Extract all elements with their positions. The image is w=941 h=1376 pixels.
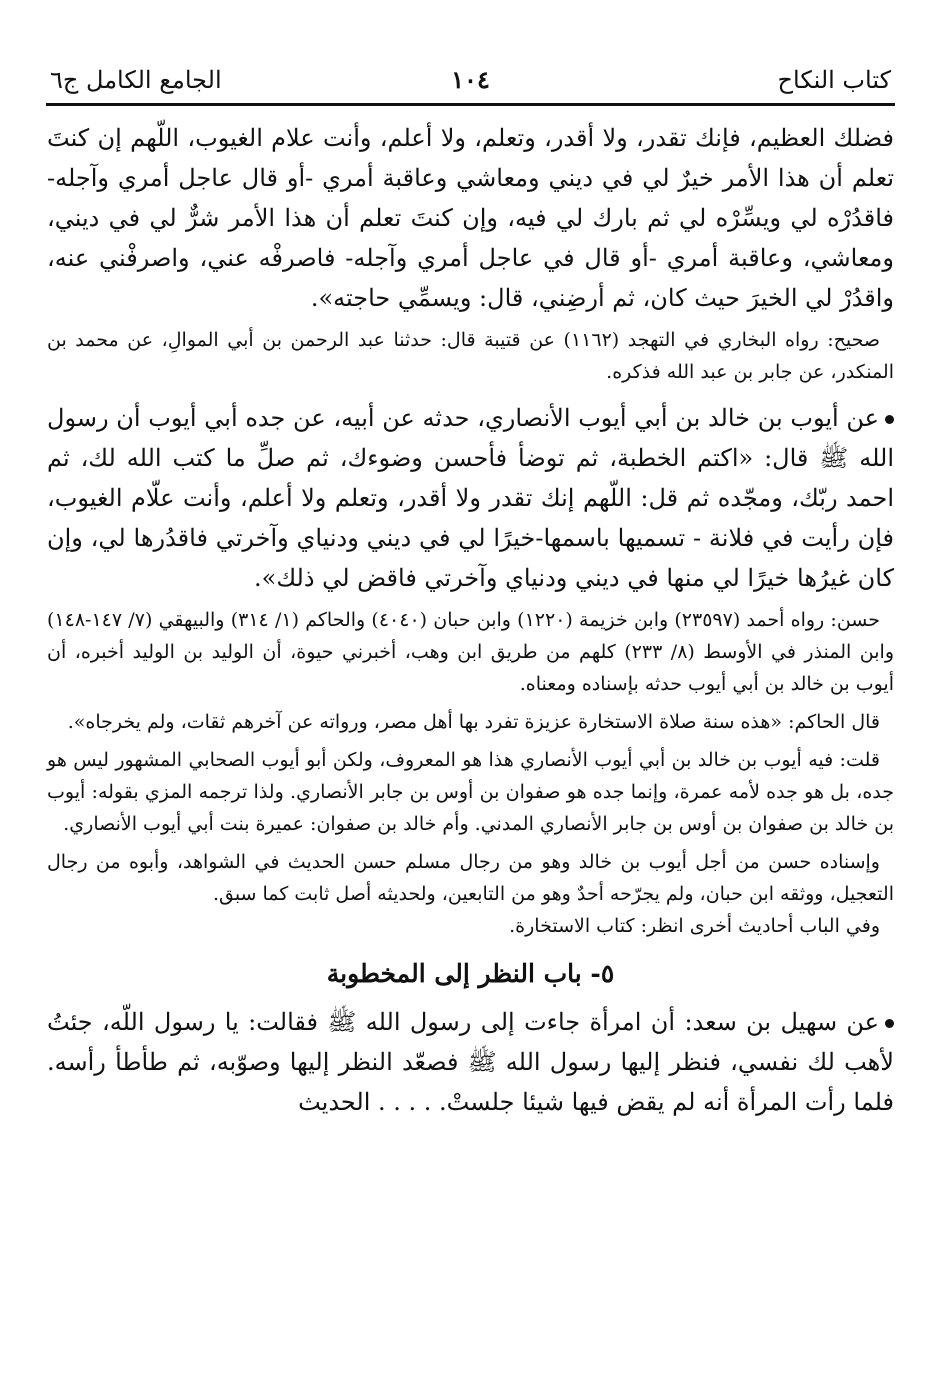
hadith-paragraph-ayyub [47,398,894,598]
cross-reference-note: وفي الباب أحاديث أخرى انظر: كتاب الاستخارة. [509,915,880,937]
hadith-text-ayyub: عن أيوب بن خالد بن أبي أيوب الأنصاري، حدثه عن أبيه، عن جده أبي أيوب أن رسول الله ﷺ قال: «اكتم الخطبة، ثم توضأ فأحسن وضوءك، ثم صلِّ ما كتب الله لك، ثم احمد ربّك، ومجّده ثم قل: اللّهم إنك تقدر ولا أقدر، وتعلم ولا أعلم، وأنت علّام الغيوب، فإن رأيت في فلانة - تسميها باسمها-خيرًا لي في ديني ودنياي وآخرتي فاقدُرها لي، وإن كان غيرُها خيرًا لي منها في ديني ودنياي وآخرتي فاقض لي ذلك». [47,404,894,592]
takhrij-note-1: صحيح: رواه البخاري في التهجد (١١٦٢) عن قتيبة قال: حدثنا عبد الرحمن بن أبي الموالِ، عن محمد بن المنكدر، عن جابر بن عبد الله فذكره. [47,329,894,383]
isnad-grading-note: وإسناده حسن من أجل أيوب بن خالد وهو من رجال مسلم حسن الحديث في الشواهد، وأبوه من رجال التعجيل، ووثقه ابن حبان، ولم يجرّحه أحدٌ وهو من التابعين، ولحديثه أصل ثابت كما سبق. [47,851,894,905]
author-comment-note: قلت: فيه أيوب بن خالد بن أبي أيوب الأنصاري هذا هو المعروف، ولكن أبو أيوب الصحابي المشهور ليس هو جده، بل هو جده لأمه عمرة، وإنما جده هو صفوان بن أوس بن جابر الأنصاري. ولذا ترجمه المزي بقوله: أيوب بن خالد بن صفوان بن أوس بن جابر الأنصاري المدني. وأم خالد بن صفوان: عميرة بنت أبي أيوب الأنصاري. [47,749,894,835]
hakim-quote-note: قال الحاكم: «هذه سنة صلاة الاستخارة عزيزة تفرد بها أهل مصر، ورواته عن آخرهم ثقات، ولم يخرجاه». [67,711,880,733]
bullet-icon [885,1019,894,1028]
page-body [47,118,894,1122]
hadith-text-sahl: عن سهيل بن سعد: أن امرأة جاءت إلى رسول الله ﷺ فقالت: يا رسول اللّه، جئتُ لأهب لك نفسي، فنظر إليها رسول الله ﷺ فصعّد النظر إليها وصوّبه، ثم طأطأ رأسه. فلما رأت المرأة أنه لم يقض فيها شيئا جلستْ. . . . . الحديث [47,1008,894,1116]
hadith-text-continued: فضلك العظيم، فإنك تقدر، ولا أقدر، وتعلم، ولا أعلم، وأنت علام الغيوب، اللّهم إن كنتَ تعلم أن هذا الأمر خيرٌ لي في ديني ومعاشي وعاقبة أمري -أو قال عاجل أمري وآجله- فاقدُرْه لي ويسِّرْه لي ثم بارك لي فيه، وإن كنتَ تعلم أن هذا الأمر شرٌّ لي في ديني، ومعاشي، وعاقبة أمري -أو قال في عاجل أمري وآجله- فاصرفْه عني، واصرفْني عنه، واقدُرْ لي الخيرَ حيث كان، ثم أرضِني، قال: ويسمِّي حاجته». [47,124,894,312]
page-header [44,54,897,104]
takhrij-note-2: حسن: رواه أحمد (٢٣٥٩٧) وابن خزيمة (١٢٢٠) وابن حبان (٤٠٤٠) والحاكم (١/ ٣١٤) والبيهقي (٧/ ١٤٧-١٤٨) وابن المنذر في الأوسط (٨/ ٢٣٣) كلهم من طريق ابن وهب، أخبرني حيوة، أن الوليد بن الوليد أخبره، أن أيوب بن خالد بن أبي أيوب حدثه بإسناده ومعناه. [47,609,894,695]
chapter-heading: ٥- باب النظر إلى المخطوبة [326,959,615,988]
page-number: ١٠٤ [451,65,490,94]
hadith-paragraph-sahl [47,1002,894,1122]
bullet-icon [885,415,894,424]
header-rule [46,103,895,106]
running-head-section: كتاب النكاح [777,66,891,94]
running-head-title: الجامع الكامل ج٦ [50,66,222,94]
